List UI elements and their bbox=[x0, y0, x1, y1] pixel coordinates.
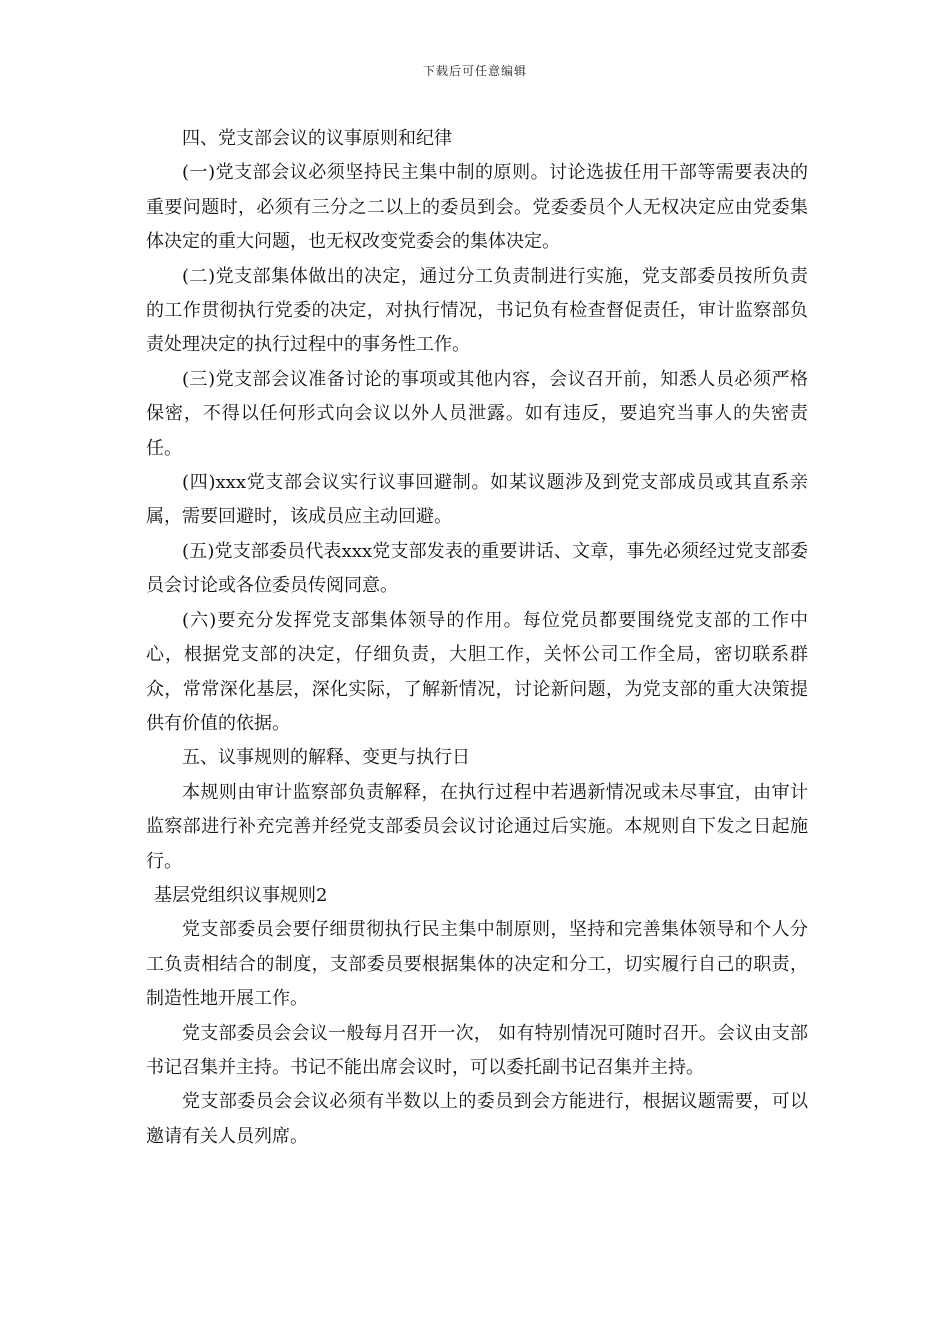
paragraph-rule-3: (三)党支部会议准备讨论的事项或其他内容，会议召开前，知悉人员必须严格保密，不得以任何形式向会议以外人员泄露。如有违反，要追究当事人的失密责任。 bbox=[146, 368, 808, 459]
paragraph-meeting-frequency: 党支部委员会会议一般每月召开一次， 如有特别情况可随时召开。会议由支部书记召集并主持。书记不能出席会议时，可以委托副书记召集并主持。 bbox=[146, 1022, 808, 1078]
paragraph-interpretation: 本规则由审计监察部负责解释，在执行过程中若遇新情况或未尽事宜，由审计监察部进行补充完善并经党支部委员会议讨论通过后实施。本规则自下发之日起施行。 bbox=[146, 781, 808, 872]
paragraph-rule-4: (四)xxx党支部会议实行议事回避制。如某议题涉及到党支部成员或其直系亲属，需要回避时，该成员应主动回避。 bbox=[146, 472, 808, 528]
section-heading-5: 五、议事规则的解释、变更与执行日 bbox=[182, 747, 470, 769]
paragraph-rule-1: (一)党支部会议必须坚持民主集中制的原则。讨论选拔任用干部等需要表决的重要问题时，必须有三分之二以上的委员到会。党委委员个人无权决定应由党委集体决定的重大问题，也无权改变党委会的集体决定。 bbox=[146, 162, 808, 253]
paragraph-rule-6: (六)要充分发挥党支部集体领导的作用。每位党员都要围绕党支部的工作中心，根据党支部的决定，仔细负责，大胆工作，关怀公司工作全局，密切联系群众，常常深化基层，深化实际，了解新情况，讨论新问题，为党支部的重大决策提供有价值的依据。 bbox=[146, 609, 808, 734]
paragraph-committee-principle: 党支部委员会要仔细贯彻执行民主集中制原则，坚持和完善集体领导和个人分工负责相结合的制度，支部委员要根据集体的决定和分工，切实履行自己的职责，制造性地开展工作。 bbox=[146, 919, 808, 1010]
paragraph-rule-5: (五)党支部委员代表xxx党支部发表的重要讲话、文章，事先必须经过党支部委员会讨论或各位委员传阅同意。 bbox=[146, 540, 808, 597]
paragraph-rule-2: (二)党支部集体做出的决定，通过分工负责制进行实施，党支部委员按所负责的工作贯彻执行党委的决定，对执行情况，书记负有检查督促责任，审计监察部负责处理决定的执行过程中的事务性工作。 bbox=[146, 265, 808, 356]
page-header: 下载后可任意编辑 bbox=[422, 64, 527, 78]
paragraph-quorum: 党支部委员会会议必须有半数以上的委员到会方能进行，根据议题需要，可以邀请有关人员列席。 bbox=[146, 1091, 808, 1147]
document-title-2: 基层党组织议事规则2 bbox=[154, 884, 328, 906]
document-body bbox=[146, 122, 808, 1154]
section-heading-4: 四、党支部会议的议事原则和纪律 bbox=[182, 128, 452, 149]
